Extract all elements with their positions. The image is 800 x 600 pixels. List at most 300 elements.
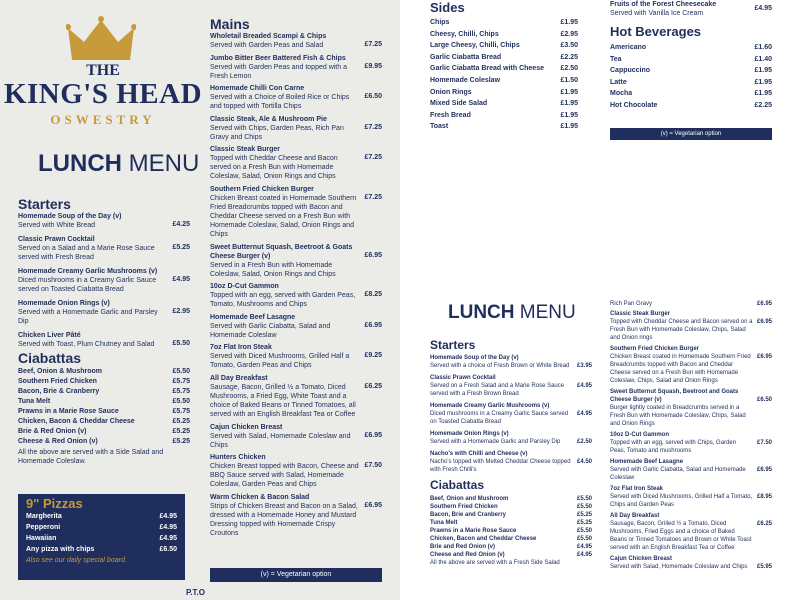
menu-item bbox=[430, 495, 592, 503]
menu-item-price: £5.50 bbox=[576, 496, 592, 502]
menu-item-text bbox=[18, 212, 172, 230]
menu-item-text bbox=[430, 98, 560, 110]
menu-item-text bbox=[210, 185, 364, 239]
menu-item-price: £7.25 bbox=[364, 123, 382, 131]
menu-item-desc: Chicken Breast coated in Homemade Southern Fried Breadcrumbs topped with Bacon and Cheddar Cheese served on a Fresh Bun with Homemade Coleslaw, Chips, Salad and Onion Rings bbox=[610, 354, 751, 384]
menu-item-row bbox=[430, 98, 578, 110]
menu-item-price: £1.95 bbox=[560, 111, 578, 119]
menu-item-price: £6.95 bbox=[364, 431, 382, 439]
menu-item-row bbox=[430, 75, 578, 87]
menu-item-name: Nacho's with Chilli and Cheese (v) bbox=[430, 451, 528, 457]
menu-page-sides bbox=[400, 0, 800, 300]
menu-item-row bbox=[610, 54, 772, 66]
menu-item bbox=[430, 121, 578, 133]
menu-item-text bbox=[430, 495, 577, 503]
menu-item-name: Homemade Creamy Garlic Mushrooms (v) bbox=[18, 268, 158, 275]
menu-item-desc: Topped with Cheddar Cheese and Bacon served on a Fresh Bun with Homemade Coleslaw, Salad, Onion Rings and Chips bbox=[210, 155, 338, 181]
menu-item-desc: Served with Garden Peas and Salad bbox=[210, 42, 324, 49]
menu-item-name: Sweet Butternut Squash, Beetroot and Goats Cheese Burger (v) bbox=[610, 389, 739, 403]
menu-item bbox=[18, 377, 190, 386]
crown-icon bbox=[66, 16, 136, 64]
menu-item-row bbox=[18, 407, 190, 416]
menu-item-price: £7.25 bbox=[364, 193, 382, 201]
menu-item-name: Cappuccino bbox=[610, 67, 651, 75]
menu-item-row bbox=[210, 54, 382, 81]
menu-item-row bbox=[210, 374, 382, 419]
lunch-menu-title bbox=[38, 150, 199, 178]
menu-item-text bbox=[430, 63, 560, 75]
menu-item-price: £5.25 bbox=[576, 512, 592, 518]
menu-item-name: Classic Prawn Cocktail bbox=[18, 236, 95, 243]
menu-item-name: Classic Prawn Cocktail bbox=[430, 375, 496, 381]
menu-item bbox=[430, 110, 578, 122]
menu-item-row bbox=[430, 543, 592, 551]
menu-item-name: Southern Fried Chicken Burger bbox=[210, 185, 314, 193]
menu-item-price: £5.50 bbox=[172, 340, 190, 347]
menu-item-name: Cajun Chicken Breast bbox=[210, 423, 283, 431]
menu-item-desc: Served on a Salad and a Marie Rose Sauce served with Fresh Bread bbox=[18, 245, 155, 261]
menu-item-name: Homemade Coleslaw bbox=[430, 76, 501, 84]
menu-item-text bbox=[430, 430, 577, 446]
menu-item-name: 10oz D-Cut Gammon bbox=[210, 283, 279, 291]
menu-item-row bbox=[430, 450, 592, 474]
menu-item-price: £4.95 bbox=[172, 276, 190, 283]
menu-item-price: £5.50 bbox=[576, 528, 592, 534]
menu-item-name: Pepperoni bbox=[26, 524, 61, 531]
menu-item-price: £5.75 bbox=[172, 408, 190, 415]
menu-item-row bbox=[210, 32, 382, 50]
menu-item-row bbox=[610, 485, 772, 509]
menu-item bbox=[430, 551, 592, 559]
menu-item-price: £5.95 bbox=[756, 564, 772, 570]
menu-item bbox=[210, 185, 382, 239]
menu-item-price: £4.95 bbox=[576, 411, 592, 417]
menu-item-price: £1.40 bbox=[754, 55, 772, 63]
menu-item-row bbox=[430, 503, 592, 511]
menu-item bbox=[26, 544, 177, 555]
menu-item-row bbox=[430, 527, 592, 535]
menu-item bbox=[430, 527, 592, 535]
menu-item-text bbox=[18, 267, 172, 294]
menu-item-name: All Day Breakfast bbox=[210, 374, 268, 382]
menu-item bbox=[18, 387, 190, 396]
menu-item-name: Classic Steak Burger bbox=[210, 146, 281, 154]
menu-item-name: Beef, Onion & Mushroom bbox=[18, 368, 102, 375]
menu-item-row bbox=[430, 519, 592, 527]
menu-item-text bbox=[430, 511, 577, 519]
menu-item-row bbox=[18, 377, 190, 386]
menu-item bbox=[430, 40, 578, 52]
menu-item-name: Brie and Red Onion (v) bbox=[430, 544, 496, 550]
menu-item-text bbox=[610, 345, 757, 385]
menu-item-name: Hunters Chicken bbox=[210, 454, 266, 462]
menu-item-name: 7oz Flat Iron Steak bbox=[210, 344, 272, 352]
menu-item-price: £5.50 bbox=[172, 368, 190, 375]
menu-item-text bbox=[610, 100, 754, 112]
menu-item-price: £6.50 bbox=[756, 397, 772, 403]
menu-item-name: Homemade Soup of the Day (v) bbox=[18, 213, 122, 220]
menu-item-name: Chips bbox=[430, 19, 450, 26]
menu-item bbox=[18, 407, 190, 416]
menu-item bbox=[430, 543, 592, 551]
menu-item bbox=[430, 75, 578, 87]
menu-item-name: Homemade Creamy Garlic Mushrooms (v) bbox=[430, 403, 550, 409]
menu-item-desc: Topped with Cheddar Cheese and Bacon served on a Fresh Bun with Homemade Coleslaw, Chips, Salad and Onion rings bbox=[610, 319, 753, 341]
menu-item-row bbox=[610, 388, 772, 428]
menu-item bbox=[610, 77, 772, 89]
menu-item bbox=[210, 493, 382, 538]
menu-item-price: £6.95 bbox=[364, 321, 382, 329]
mains-heading: Mains bbox=[210, 16, 250, 32]
menu-item bbox=[610, 485, 772, 509]
menu-item-text bbox=[610, 388, 757, 428]
menu-item-text bbox=[18, 387, 172, 396]
menu-item-price: £4.95 bbox=[576, 552, 592, 558]
menu-item bbox=[430, 402, 592, 426]
menu-item bbox=[210, 115, 382, 142]
menu-item-name: Americano bbox=[610, 44, 647, 51]
menu-item-name: Homemade Beef Lasagne bbox=[210, 313, 296, 321]
starters-section bbox=[18, 196, 190, 466]
menu-item bbox=[26, 533, 177, 544]
menu-item-name: Tuna Melt bbox=[430, 520, 458, 526]
ciabattas-heading: Ciabattas bbox=[18, 350, 82, 366]
menu-item-row bbox=[18, 331, 190, 349]
menu-item-name: Wholetail Breaded Scampi & Chips bbox=[210, 33, 327, 40]
menu-item-text bbox=[430, 543, 577, 551]
menu-item-price: £1.60 bbox=[754, 44, 772, 51]
menu-item bbox=[26, 511, 177, 522]
menu-item-price: £5.25 bbox=[172, 428, 190, 435]
menu-item bbox=[210, 343, 382, 370]
gravy-price: £6.95 bbox=[756, 301, 772, 307]
menu-item-price: £1.95 bbox=[560, 19, 578, 26]
menu-item-row bbox=[18, 387, 190, 396]
menu-item-text bbox=[430, 17, 560, 29]
menu-item-desc: Served with a Choice of Boiled Rice or Chips and topped with Tortilla Chips bbox=[210, 94, 350, 111]
menu-item bbox=[18, 417, 190, 426]
menu-item-price: £5.25 bbox=[172, 244, 190, 251]
menu-item-text bbox=[430, 40, 560, 52]
menu-item-name: Chicken, Bacon & Cheddar Cheese bbox=[18, 418, 135, 425]
menu-item-price: £1.50 bbox=[560, 76, 578, 84]
menu-item-text bbox=[430, 121, 560, 133]
menu-item-price: £5.75 bbox=[172, 378, 190, 385]
menu-item-price: £7.50 bbox=[756, 440, 772, 446]
menu-item bbox=[610, 345, 772, 385]
menu-item-name: Beef, Onion and Mushroom bbox=[430, 496, 509, 502]
menu-item-text bbox=[26, 544, 159, 555]
menu-item-row bbox=[430, 511, 592, 519]
menu-item-row bbox=[610, 42, 772, 54]
menu-item-row bbox=[210, 493, 382, 538]
menu-item-text bbox=[18, 427, 172, 436]
menu-item-price: £1.95 bbox=[560, 100, 578, 108]
menu-item-text bbox=[430, 551, 577, 559]
menu-item-name: Classic Steak Burger bbox=[610, 311, 671, 317]
dessert-price: £4.95 bbox=[754, 5, 772, 12]
menu-item-name: Garlic Ciabatta Bread bbox=[430, 53, 502, 61]
menu-item-row bbox=[610, 345, 772, 385]
menu-item-row bbox=[430, 63, 578, 75]
menu-item-name: Southern Fried Chicken bbox=[18, 378, 97, 385]
veg-note-bar-2: (v) = Vegetarian option bbox=[610, 128, 772, 140]
menu-item-name: Warm Chicken & Bacon Salad bbox=[210, 493, 310, 501]
menu-item-price: £5.50 bbox=[576, 504, 592, 510]
menu-item-price: £2.50 bbox=[560, 65, 578, 73]
menu-item-price: £6.95 bbox=[756, 467, 772, 473]
menu-item-name: Large Cheesy, Chilli, Chips bbox=[430, 42, 520, 50]
menu-item-text bbox=[18, 397, 172, 406]
menu-item-row bbox=[430, 430, 592, 446]
menu-item bbox=[430, 354, 592, 370]
menu-item-price: £5.25 bbox=[172, 438, 190, 445]
menu-item-name: Garlic Ciabatta Bread with Cheese bbox=[430, 65, 544, 73]
menu-item bbox=[610, 65, 772, 77]
menu-item-text bbox=[210, 84, 364, 111]
menu-item bbox=[210, 423, 382, 450]
menu-item-name: Cheese and Red Onion (v) bbox=[430, 552, 505, 558]
menu-item-desc: Sausage, Bacon, Grilled ½ a Tomato, Diced Mushrooms, Fried Eggs and a choice of Baked Beans or Tinned Tomatoes and Brown or White Toast served with an English Breakfast Tea or Coffee bbox=[610, 521, 752, 551]
menu-item bbox=[610, 388, 772, 428]
menu-item bbox=[210, 243, 382, 279]
menu-item-row bbox=[610, 310, 772, 342]
menu-item bbox=[18, 299, 190, 326]
pizzas-box bbox=[18, 494, 185, 580]
menu-item bbox=[610, 54, 772, 66]
menu-item-row bbox=[430, 17, 578, 29]
menu-item-price: £4.25 bbox=[172, 221, 190, 228]
menu-item-text bbox=[210, 32, 364, 50]
menu-item-text bbox=[18, 299, 172, 326]
menu-item-row bbox=[610, 458, 772, 482]
menu-item-desc: Chicken Breast coated in Homemade Southern Fried Breadcrumbs topped with Bacon and Cheddar Cheese served on a Fresh Bun with Homemade Coleslaw, Salad, Onion Rings and Chips bbox=[210, 194, 357, 238]
menu-item-price: £4.95 bbox=[576, 383, 592, 389]
menu-item-row bbox=[610, 100, 772, 112]
menu-item-row bbox=[18, 417, 190, 426]
menu-item-text bbox=[210, 54, 364, 81]
menu-item bbox=[430, 52, 578, 64]
menu-item-desc: Served with a choice of Fresh Brown or White Bread bbox=[430, 363, 570, 369]
menu-item bbox=[430, 519, 592, 527]
menu-item-desc: Served with Diced Mushrooms, Grilled Half a Tomato, Garden Peas and Chips bbox=[210, 353, 350, 370]
menu-item-name: Toast bbox=[430, 123, 449, 131]
menu-item-desc: Served with Garden Peas and topped with a Fresh Lemon bbox=[210, 63, 347, 80]
menu-item-text bbox=[430, 52, 560, 64]
menu-item-name: Homemade Soup of the Day (v) bbox=[430, 355, 519, 361]
menu-item-row bbox=[210, 423, 382, 450]
menu-item bbox=[430, 29, 578, 41]
ciabattas-note-2: All the above are served with a Fresh Side Salad bbox=[430, 560, 560, 566]
menu-item bbox=[18, 437, 190, 446]
menu-item-desc: Chicken Breast topped with Bacon, Cheese and BBQ Sauce served with Salad, Homemade Coleslaw, Garden Peas and Chips bbox=[210, 463, 359, 489]
menu-item-row bbox=[430, 402, 592, 426]
menu-item-name: Latte bbox=[610, 78, 627, 86]
menu-item-name: Any pizza with chips bbox=[26, 546, 95, 553]
menu-item-price: £8.25 bbox=[364, 291, 382, 299]
menu-item-price: £4.95 bbox=[159, 513, 177, 520]
menu-item bbox=[610, 458, 772, 482]
menu-item-text bbox=[18, 377, 172, 386]
menu-item-row bbox=[210, 185, 382, 239]
menu-item-text bbox=[18, 367, 172, 376]
sides-heading: Sides bbox=[430, 0, 465, 15]
menu-item-price: £1.95 bbox=[560, 88, 578, 96]
menu-item-name: Cheesy, Chilli, Chips bbox=[430, 30, 499, 38]
menu-item-name: Chicken Liver Pâté bbox=[18, 332, 81, 339]
menu-item-price: £2.25 bbox=[560, 53, 578, 61]
menu-item-row bbox=[26, 544, 177, 555]
mains-section bbox=[210, 16, 382, 541]
logo-the: THE bbox=[86, 62, 120, 79]
menu-item-price: £5.50 bbox=[576, 536, 592, 542]
menu-item-text bbox=[430, 503, 577, 511]
menu-item bbox=[430, 535, 592, 543]
menu-item-row bbox=[430, 40, 578, 52]
menu-item-price: £6.95 bbox=[756, 319, 772, 325]
logo-oswestry: OSWESTRY bbox=[50, 112, 156, 127]
menu-item-desc: Served with Toast, Plum Chutney and Salad bbox=[18, 341, 155, 348]
lunch-word-2: LUNCH bbox=[448, 302, 515, 323]
dessert-desc: Served with Vanilla Ice Cream bbox=[610, 10, 704, 17]
menu-item-name: Southern Fried Chicken Burger bbox=[610, 346, 700, 352]
menu-item-row bbox=[210, 313, 382, 340]
menu-page-lunch-2 bbox=[400, 300, 800, 600]
menu-item-row bbox=[610, 65, 772, 77]
menu-item bbox=[430, 63, 578, 75]
menu-item-text bbox=[610, 310, 757, 342]
menu-item-name: Hot Chocolate bbox=[610, 101, 658, 109]
menu-item-row bbox=[610, 77, 772, 89]
menu-item bbox=[610, 555, 772, 571]
menu-item-row bbox=[430, 374, 592, 398]
hot-beverages-heading: Hot Beverages bbox=[610, 24, 702, 39]
menu-item bbox=[430, 450, 592, 474]
menu-item-price: £6.50 bbox=[159, 546, 177, 553]
menu-item-price: £6.95 bbox=[756, 354, 772, 360]
menu-item-row bbox=[430, 495, 592, 503]
menu-item-desc: Topped with an egg, served with Garden Peas, Tomato, Mushrooms and Chips bbox=[210, 292, 356, 309]
menu-item bbox=[430, 503, 592, 511]
starters-heading: Starters bbox=[18, 196, 71, 212]
menu-item-price: £6.50 bbox=[364, 93, 382, 101]
menu-item-price: £2.95 bbox=[560, 30, 578, 38]
menu-item-text bbox=[210, 282, 364, 309]
menu-item-text bbox=[18, 417, 172, 426]
menu-item-desc: Served with Garlic Ciabatta, Salad and Homemade Coleslaw bbox=[610, 467, 746, 481]
menu-word: MENU bbox=[128, 150, 200, 177]
menu-item-text bbox=[210, 145, 364, 181]
menu-item-row bbox=[430, 354, 592, 370]
menu-item-price: £3.50 bbox=[560, 42, 578, 50]
menu-item-name: Tuna Melt bbox=[18, 398, 51, 405]
menu-item-row bbox=[610, 88, 772, 100]
menu-item-text bbox=[610, 54, 754, 66]
menu-item-desc: Served on a Fresh Salad and a Marie Rose Sauce served with a Fresh Brown Bread bbox=[430, 383, 565, 397]
menu-item bbox=[430, 17, 578, 29]
menu-item-price: £4.95 bbox=[576, 544, 592, 550]
menu-item-name: Cajun Chicken Breast bbox=[610, 556, 673, 562]
menu-item-text bbox=[26, 511, 159, 522]
menu-item-row bbox=[430, 535, 592, 543]
menu-item-desc: Served with Salad, Homemade Coleslaw and Chips bbox=[210, 432, 351, 449]
menu-item-desc: Diced mushrooms in a Creamy Garlic Sauce served on Toasted Ciabatta Bread bbox=[18, 277, 157, 293]
menu-item-row bbox=[18, 235, 190, 262]
menu-item-price: £6.25 bbox=[364, 382, 382, 390]
menu-item bbox=[430, 98, 578, 110]
dessert-name: Fruits of the Forest Cheesecake bbox=[610, 1, 717, 8]
menu-item bbox=[430, 87, 578, 99]
menu-item-row bbox=[210, 343, 382, 370]
ciabattas-heading-2: Ciabattas bbox=[430, 478, 485, 492]
menu-item-name: Homemade Onion Rings (v) bbox=[430, 431, 509, 437]
menu-item-text bbox=[430, 29, 560, 41]
menu-item-row bbox=[18, 212, 190, 230]
menu-item-text bbox=[18, 407, 172, 416]
menu-item-row bbox=[210, 115, 382, 142]
menu-item-text bbox=[430, 110, 560, 122]
menu-item-text bbox=[610, 512, 757, 552]
logo-kings-head: KING'S HEAD bbox=[3, 78, 203, 110]
menu-item-price: £7.50 bbox=[364, 462, 382, 470]
pto-label: P.T.O bbox=[186, 588, 205, 597]
menu-item-name: Southern Fried Chicken bbox=[430, 504, 498, 510]
menu-item-name: Hawaiian bbox=[26, 535, 57, 542]
starters-heading-2: Starters bbox=[430, 338, 476, 352]
menu-item-text bbox=[18, 235, 172, 262]
hot-beverages-section bbox=[610, 24, 772, 112]
menu-item-name: Cheese & Red Onion (v) bbox=[18, 438, 98, 445]
menu-item-text bbox=[430, 527, 577, 535]
menu-item-price: £4.50 bbox=[576, 459, 592, 465]
menu-item-price: £4.95 bbox=[159, 535, 177, 542]
menu-item-desc: Sausage, Bacon, Grilled ½ a Tomato, Diced Mushrooms, a Fried Egg, White Toast and a choice of Baked Beans or Tinned Tomatoes, all served with an English Breakfast Tea or Coffee bbox=[210, 383, 356, 418]
menu-item-row bbox=[18, 437, 190, 446]
menu-item-row bbox=[210, 145, 382, 181]
menu-item-text bbox=[610, 42, 754, 54]
menu-item bbox=[210, 84, 382, 111]
menu-item-name: Jumbo Bitter Beer Battered Fish & Chips bbox=[210, 54, 346, 62]
menu-item-row bbox=[18, 367, 190, 376]
menu-item-name: Tea bbox=[610, 55, 622, 63]
menu-item-row bbox=[430, 29, 578, 41]
pizzas-heading: 9" Pizzas bbox=[26, 496, 83, 511]
menu-item-name: Prawns in a Marie Rose Sauce bbox=[18, 408, 119, 415]
menu-item-text bbox=[210, 374, 364, 419]
menu-item-name: 7oz Flat Iron Steak bbox=[610, 486, 664, 492]
veg-note-bar: (v) = Vegetarian option bbox=[210, 568, 382, 582]
menu-item-name: Mixed Side Salad bbox=[430, 100, 488, 108]
menu-item-price: £2.25 bbox=[754, 101, 772, 109]
sides-section bbox=[430, 0, 578, 133]
dessert-item bbox=[610, 0, 772, 18]
menu-item-desc: Served with White Bread bbox=[18, 222, 96, 229]
menu-item-price: £5.50 bbox=[172, 398, 190, 405]
menu-item-text bbox=[210, 423, 364, 450]
menu-item-text bbox=[610, 88, 754, 100]
menu-item-name: Homemade Chilli Con Carne bbox=[210, 85, 305, 93]
menu-item-price: £6.25 bbox=[756, 521, 772, 527]
menu-item-row bbox=[610, 555, 772, 571]
menu-item-text bbox=[430, 87, 560, 99]
menu-item-row bbox=[430, 121, 578, 133]
menu-item-text bbox=[26, 533, 159, 544]
menu-item-price: £1.95 bbox=[754, 67, 772, 75]
menu-item bbox=[210, 374, 382, 419]
menu-item-text bbox=[210, 343, 364, 370]
menu-item-price: £6.95 bbox=[364, 251, 382, 259]
menu-item-text bbox=[430, 75, 560, 87]
